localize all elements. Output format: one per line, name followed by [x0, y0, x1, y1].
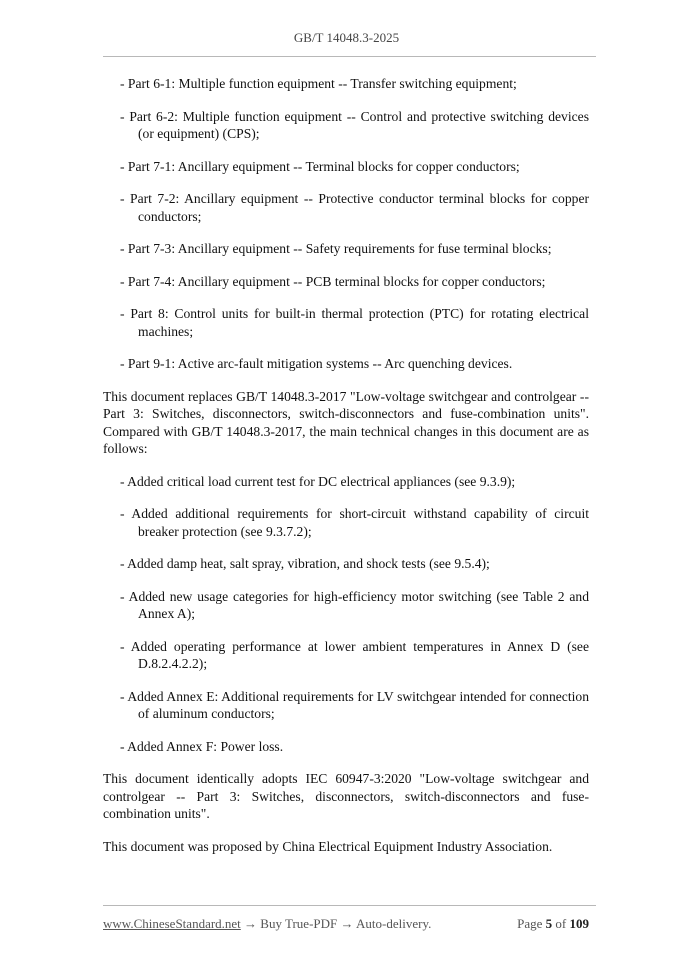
list-item: - Added additional requirements for short-circuit withstand capability of circuit breaker protection (see 9.3.7.2); — [120, 506, 589, 539]
list-item: - Added new usage categories for high-efficiency motor switching (see Table 2 and Annex A); — [120, 588, 589, 621]
website-link[interactable]: www.ChineseStandard.net — [103, 916, 241, 931]
delivery-text: Auto-delivery. — [353, 916, 432, 931]
list-item: - Added critical load current test for DC electrical appliances (see 9.3.9); — [120, 473, 516, 489]
page-header: GB/T 14048.3-2025 — [293, 30, 400, 45]
arrow-right-icon: → — [340, 916, 354, 931]
footer-divider — [103, 905, 596, 906]
list-item: - Added damp heat, salt spray, vibration, and shock tests (see 9.5.4); — [120, 556, 490, 571]
arrow-right-icon: → — [244, 916, 258, 931]
page-current: 5 — [545, 916, 553, 931]
list-item: - Part 8: Control units for built-in thermal protection (PTC) for rotating electrical machines; — [120, 306, 589, 339]
list-item: - Part 7-4: Ancillary equipment -- PCB terminal blocks for copper conductors; — [120, 273, 546, 289]
page-number — [517, 916, 589, 932]
list-item: - Added Annex F: Power loss. — [120, 738, 284, 754]
adopts-paragraph: This document identically adopts IEC 60947-3:2020 "Low-voltage switchgear and controlgear -- Part 3: Switches, disconnectors, switch-disconnectors and fuse-combination units". — [103, 771, 589, 821]
list-item: - Added operating performance at lower ambient temperatures in Annex D (see D.8.2.4.2.2); — [120, 638, 589, 671]
list-item: - Part 9-1: Active arc-fault mitigation systems -- Arc quenching devices. — [120, 356, 513, 371]
list-item: - Added Annex E: Additional requirements for LV switchgear intended for connection of aluminum conductors; — [120, 688, 589, 721]
of-label: of — [552, 916, 570, 931]
replaces-paragraph: This document replaces GB/T 14048.3-2017 "Low-voltage switchgear and controlgear -- Part 3: Switches, disconnectors, switch-disconnectors and fuse-combination units". Compared with GB/T 14048.3-2017, the main technical changes in this document are as follows: — [103, 388, 589, 456]
page-total: 109 — [569, 916, 589, 931]
list-item: - Part 6-1: Multiple function equipment -- Transfer switching equipment; — [120, 76, 517, 91]
list-item: - Part 7-2: Ancillary equipment -- Protective conductor terminal blocks for copper conductors; — [120, 191, 589, 224]
parts-list — [103, 75, 589, 373]
document-body — [103, 75, 589, 870]
list-item: - Part 6-2: Multiple function equipment -- Control and protective switching devices (or equipment) (CPS); — [120, 108, 589, 141]
header-divider — [103, 56, 596, 57]
footer-promo — [103, 916, 431, 932]
page-label: Page — [517, 916, 546, 931]
list-item: - Part 7-3: Ancillary equipment -- Safety requirements for fuse terminal blocks; — [120, 241, 552, 256]
changes-list — [103, 473, 589, 756]
proposed-paragraph: This document was proposed by China Electrical Equipment Industry Association. — [103, 838, 553, 854]
buy-text: Buy True-PDF — [257, 916, 341, 931]
list-item: - Part 7-1: Ancillary equipment -- Terminal blocks for copper conductors; — [120, 158, 520, 174]
